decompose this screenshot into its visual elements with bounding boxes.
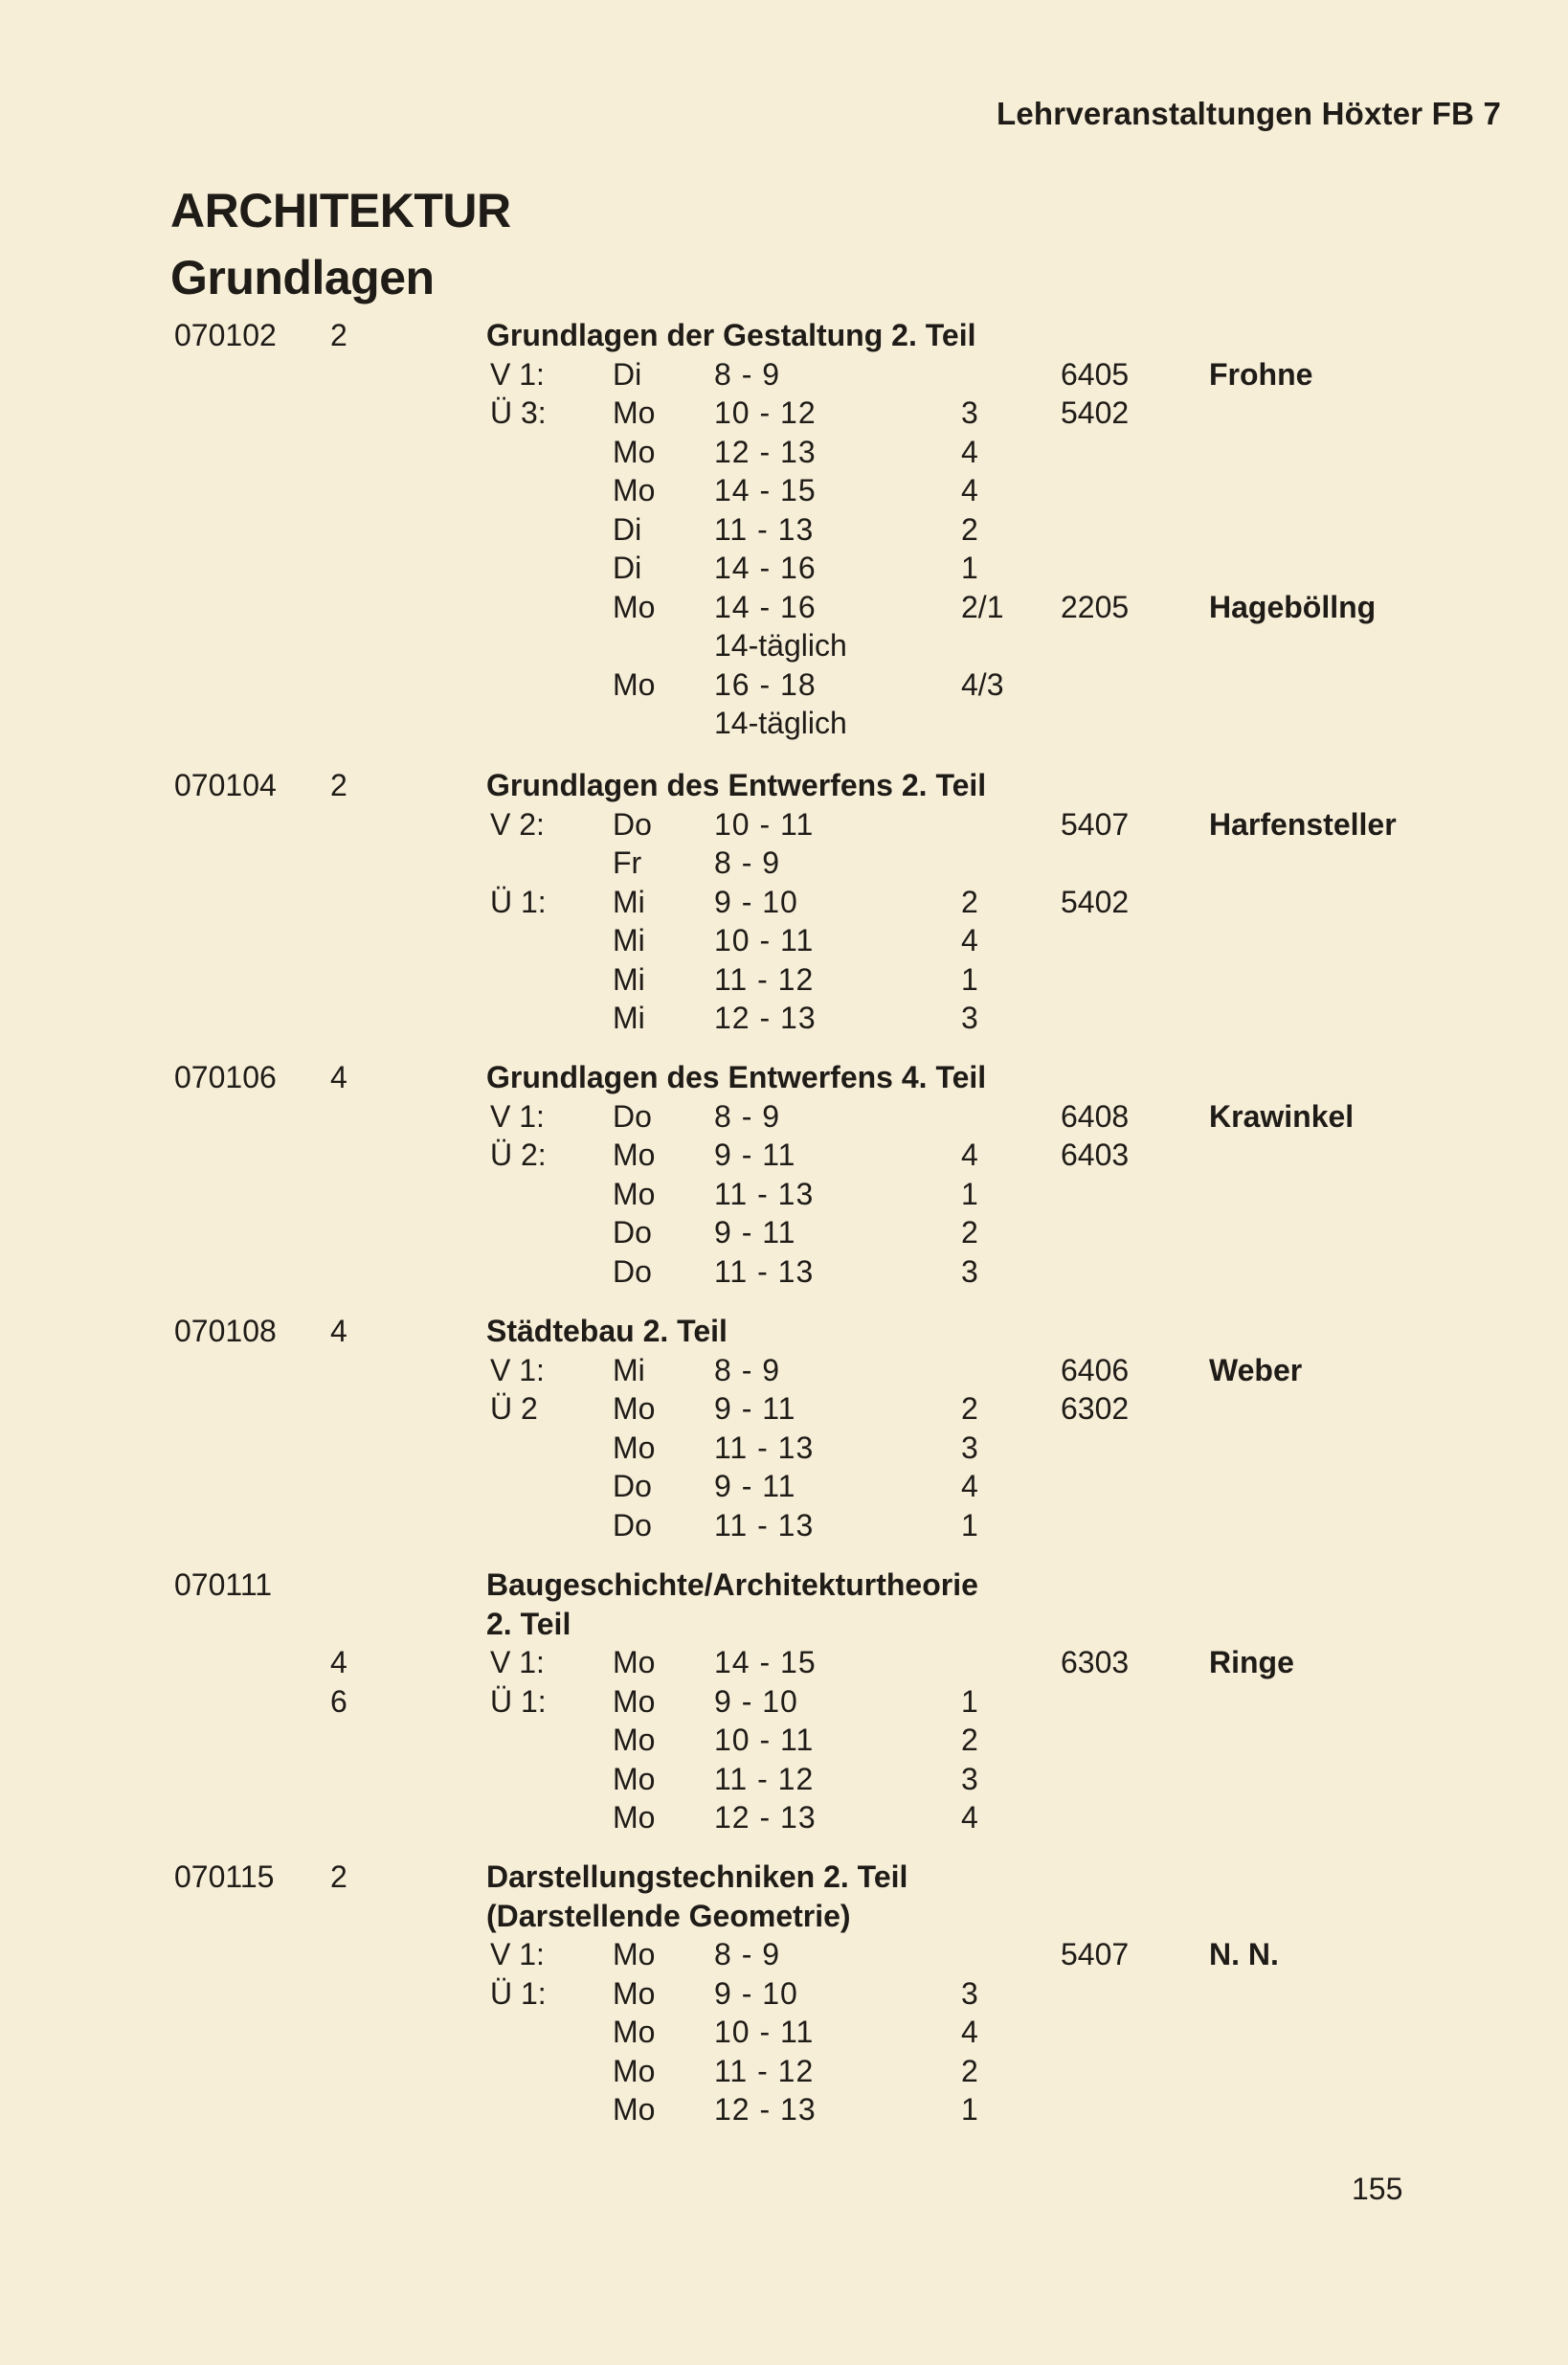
course-credits: 2 [330,768,347,802]
session-type: V 1: [490,1352,545,1387]
session-time: 8 - 9 [714,356,781,392]
session-group: 2 [961,1215,978,1250]
page-number: 155 [1352,2172,1403,2206]
session-day: Mo [613,434,656,469]
course-number: 070111 [174,1567,273,1602]
session-room: 6302 [1061,1391,1130,1426]
session-day: Mo [613,2092,656,2127]
session-day: Do [613,1469,652,1503]
running-header: Lehrveranstaltungen Höxter FB 7 [997,96,1501,131]
session-time: 11 - 13 [714,511,815,547]
lecturer-name: Hageböllng [1209,589,1377,624]
session-type: Ü 1: [490,884,547,919]
subsection-heading: Grundlagen [170,251,435,304]
course-title: Grundlagen des Entwerfens 4. Teil [486,1060,987,1094]
session-type: V 1: [490,1098,545,1134]
session-time: 8 - 9 [714,845,781,880]
course-credits: 4 [330,1314,347,1348]
session-day: Do [613,806,652,842]
session-day: Mi [613,884,645,919]
session-group: 4/3 [961,666,1004,702]
section-title [170,177,511,311]
session-day: Mo [613,473,656,507]
lecturer-name: Weber [1209,1352,1303,1387]
course-title: Grundlagen der Gestaltung 2. Teil [486,318,976,352]
session-type: Ü 1: [490,1683,547,1719]
course-number: 070102 [174,318,277,352]
session-time: 14 - 16 [714,551,817,585]
course-number: 070115 [174,1859,275,1894]
session-day: Mo [613,1937,656,1971]
session-note: 14-täglich [714,628,847,663]
session-day: Do [613,1253,652,1289]
session-time: 10 - 11 [714,1723,815,1757]
session-time: 9 - 10 [714,1975,798,2011]
session-day: Mo [613,1683,656,1719]
session-group: 3 [961,395,978,430]
session-room: 6405 [1061,356,1130,392]
session-day: Mo [613,1723,656,1757]
session-time: 12 - 13 [714,1001,817,1035]
lecturer-name: Ringe [1209,1645,1294,1679]
course-number: 070106 [174,1060,277,1094]
session-group: 4 [961,1800,978,1835]
session-group: 4 [961,1137,978,1172]
course-credits: 4 [330,1060,347,1094]
session-group: 3 [961,1975,978,2011]
session-time: 9 - 10 [714,884,798,919]
session-group: 2 [961,1391,978,1426]
session-time: 14 - 15 [714,1645,817,1679]
session-type: Ü 2: [490,1137,547,1172]
session-time: 9 - 11 [714,1215,796,1250]
session-time: 9 - 11 [714,1137,796,1172]
session-group: 3 [961,1001,978,1035]
session-room: 5407 [1061,806,1130,842]
session-day: Mo [613,1975,656,2011]
course-credits: 2 [330,318,347,352]
session-day: Mo [613,1645,656,1679]
session-day: Mo [613,1137,656,1172]
lecturer-name: Harfensteller [1209,806,1397,842]
session-day: Mo [613,666,656,702]
session-day: Do [613,1507,652,1543]
course-title: (Darstellende Geometrie) [486,1898,851,1933]
session-time: 14 - 15 [714,473,817,507]
session-time: 8 - 9 [714,1352,781,1387]
session-group: 1 [961,1507,978,1543]
session-group: 4 [961,2015,978,2049]
row-credits: 4 [330,1645,347,1679]
session-day: Mi [613,923,645,957]
session-note: 14-täglich [714,706,847,740]
session-day: Mo [613,1800,656,1835]
session-time: 16 - 18 [714,666,817,702]
session-time: 10 - 11 [714,806,815,842]
session-day: Mo [613,1761,656,1796]
session-day: Do [613,1215,652,1250]
session-type: Ü 2 [490,1391,538,1426]
course-title: Städtebau 2. Teil [486,1314,728,1348]
session-time: 10 - 11 [714,923,815,957]
session-time: 10 - 12 [714,395,817,430]
session-day: Mo [613,1391,656,1426]
session-type: Ü 3: [490,395,547,430]
session-day: Do [613,1098,652,1134]
session-room: 5402 [1061,395,1130,430]
session-group: 4 [961,1469,978,1503]
session-day: Mo [613,1430,656,1465]
session-time: 8 - 9 [714,1937,781,1971]
session-day: Mo [613,589,656,624]
lecturer-name: Krawinkel [1209,1098,1355,1134]
session-time: 11 - 13 [714,1507,815,1543]
session-time: 11 - 12 [714,1761,815,1796]
session-time: 8 - 9 [714,1098,781,1134]
session-group: 1 [961,961,978,997]
session-day: Mo [613,2015,656,2049]
course-number: 070104 [174,768,277,802]
session-room: 2205 [1061,589,1130,624]
session-group: 2 [961,2053,978,2088]
session-type: V 1: [490,356,545,392]
session-day: Di [613,356,642,392]
session-time: 12 - 13 [714,2092,817,2127]
session-type: V 1: [490,1937,545,1971]
session-group: 1 [961,2092,978,2127]
session-time: 10 - 11 [714,2015,815,2049]
session-day: Mi [613,1352,645,1387]
session-time: 11 - 13 [714,1253,815,1289]
lecturer-name: N. N. [1209,1937,1279,1971]
session-group: 2 [961,1723,978,1757]
session-time: 9 - 11 [714,1391,796,1426]
session-time: 11 - 13 [714,1430,815,1465]
session-room: 6303 [1061,1645,1130,1679]
session-day: Mo [613,2053,656,2088]
session-day: Mi [613,961,645,997]
session-group: 1 [961,551,978,585]
course-title: 2. Teil [486,1606,571,1641]
session-group: 4 [961,923,978,957]
session-room: 6408 [1061,1098,1130,1134]
session-room: 6403 [1061,1137,1130,1172]
course-title: Baugeschichte/Architekturtheorie [486,1567,978,1602]
session-day: Di [613,551,642,585]
session-group: 2 [961,884,978,919]
session-day: Fr [613,845,642,880]
session-group: 1 [961,1176,978,1211]
session-group: 2/1 [961,589,1004,624]
session-group: 3 [961,1430,978,1465]
session-room: 5407 [1061,1937,1130,1971]
course-credits: 2 [330,1859,347,1894]
session-time: 11 - 12 [714,2053,815,2088]
session-time: 9 - 10 [714,1683,798,1719]
session-day: Mo [613,1176,656,1211]
session-group: 3 [961,1761,978,1796]
section-heading: ARCHITEKTUR [170,184,511,237]
session-group: 4 [961,434,978,469]
session-time: 9 - 11 [714,1469,796,1503]
session-time: 12 - 13 [714,1800,817,1835]
session-group: 2 [961,511,978,547]
session-time: 12 - 13 [714,434,817,469]
session-day: Mi [613,1001,645,1035]
session-room: 6406 [1061,1352,1130,1387]
row-credits: 6 [330,1683,347,1719]
session-time: 14 - 16 [714,589,817,624]
session-group: 4 [961,473,978,507]
session-time: 11 - 12 [714,961,815,997]
course-title: Grundlagen des Entwerfens 2. Teil [486,768,987,802]
session-day: Mo [613,395,656,430]
session-time: 11 - 13 [714,1176,815,1211]
session-type: V 1: [490,1645,545,1679]
session-type: Ü 1: [490,1975,547,2011]
session-room: 5402 [1061,884,1130,919]
session-group: 1 [961,1683,978,1719]
course-title: Darstellungstechniken 2. Teil [486,1859,908,1894]
session-day: Di [613,511,642,547]
course-number: 070108 [174,1314,277,1348]
lecturer-name: Frohne [1209,356,1313,392]
session-group: 3 [961,1253,978,1289]
session-type: V 2: [490,806,545,842]
